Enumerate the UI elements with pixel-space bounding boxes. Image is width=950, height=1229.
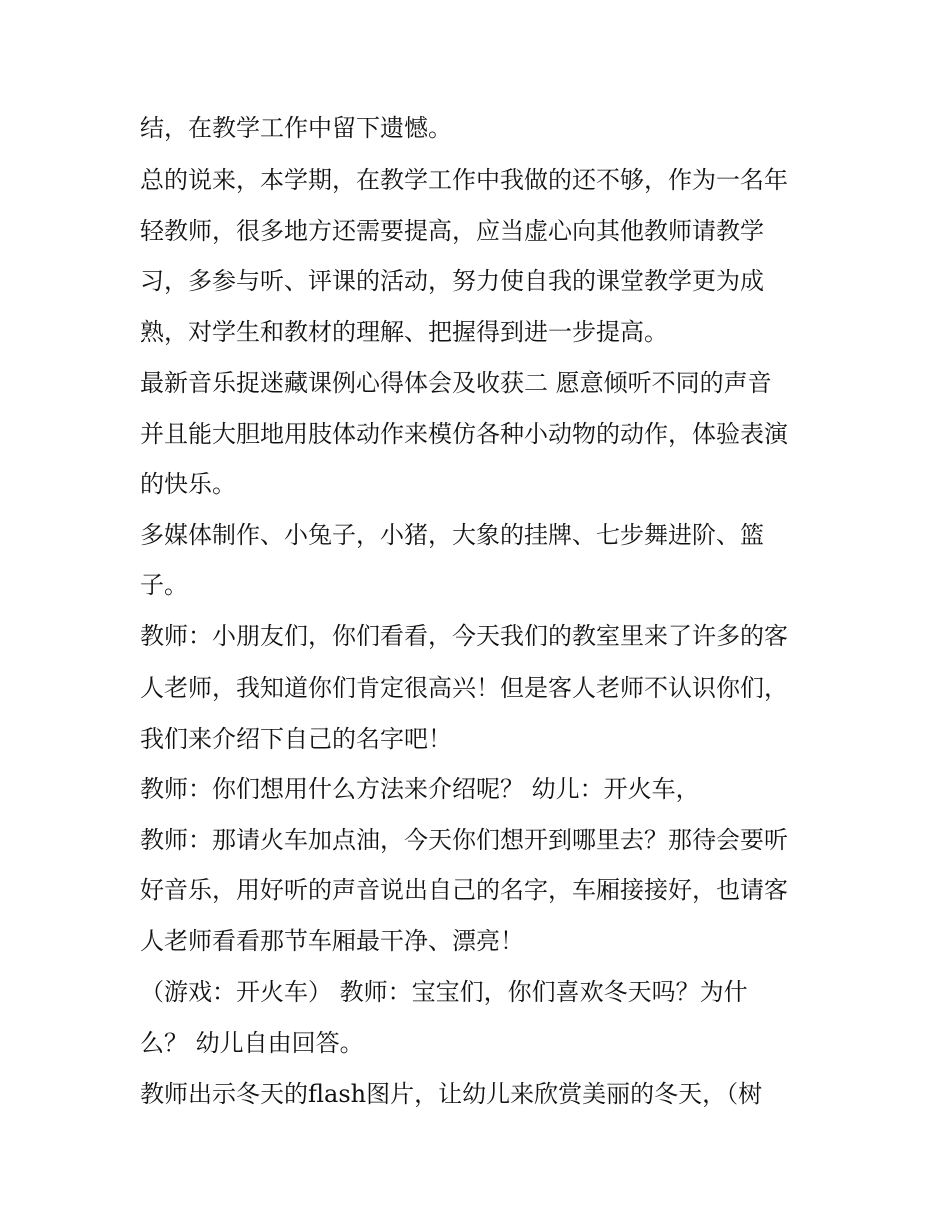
text-line: 人老师，我知道你们肯定很高兴！但是客人老师不认识你们， bbox=[140, 674, 788, 702]
text-line: 习，多参与听、评课的活动，努力使自我的课堂教学更为成 bbox=[140, 267, 764, 295]
text-line: 多媒体制作、小兔子，小猪，大象的挂牌、七步舞进阶、篮 bbox=[140, 521, 764, 549]
text-line: 子。 bbox=[140, 571, 188, 599]
text-line: 熟，对学生和教材的理解、把握得到进一步提高。 bbox=[140, 318, 668, 346]
text-line: 结，在教学工作中留下遗憾。 bbox=[140, 114, 452, 142]
text-line: 么？ 幼儿自由回答。 bbox=[140, 1029, 364, 1057]
text-line: 并且能大胆地用肢体动作来模仿各种小动物的动作，体验表演 bbox=[140, 420, 788, 448]
text-line: 的快乐。 bbox=[140, 470, 236, 498]
text-line: 教师：小朋友们，你们看看，今天我们的教室里来了许多的客 bbox=[140, 622, 788, 650]
text-line: 教师：你们想用什么方法来介绍呢？ 幼儿：开火车， bbox=[140, 775, 700, 803]
text-line: 教师出示冬天的flash图片，让幼儿来欣赏美丽的冬天，（树 bbox=[140, 1080, 763, 1108]
text-line: （游戏：开火车） 教师：宝宝们，你们喜欢冬天吗？为什 bbox=[140, 978, 748, 1006]
text-line: 轻教师，很多地方还需要提高，应当虚心向其他教师请教学 bbox=[140, 217, 764, 245]
text-line: 教师：那请火车加点油，今天你们想开到哪里去？那待会要听 bbox=[140, 826, 788, 854]
text-line: 我们来介绍下自己的名字吧！ bbox=[140, 725, 452, 753]
text-line: 最新音乐捉迷藏课例心得体会及收获二 愿意倾听不同的声音 bbox=[140, 369, 772, 397]
text-line: 好音乐，用好听的声音说出自己的名字，车厢接接好，也请客 bbox=[140, 876, 788, 904]
text-line: 总的说来，本学期，在教学工作中我做的还不够，作为一名年 bbox=[140, 166, 788, 194]
text-line: 人老师看看那节车厢最干净、漂亮！ bbox=[140, 927, 524, 955]
